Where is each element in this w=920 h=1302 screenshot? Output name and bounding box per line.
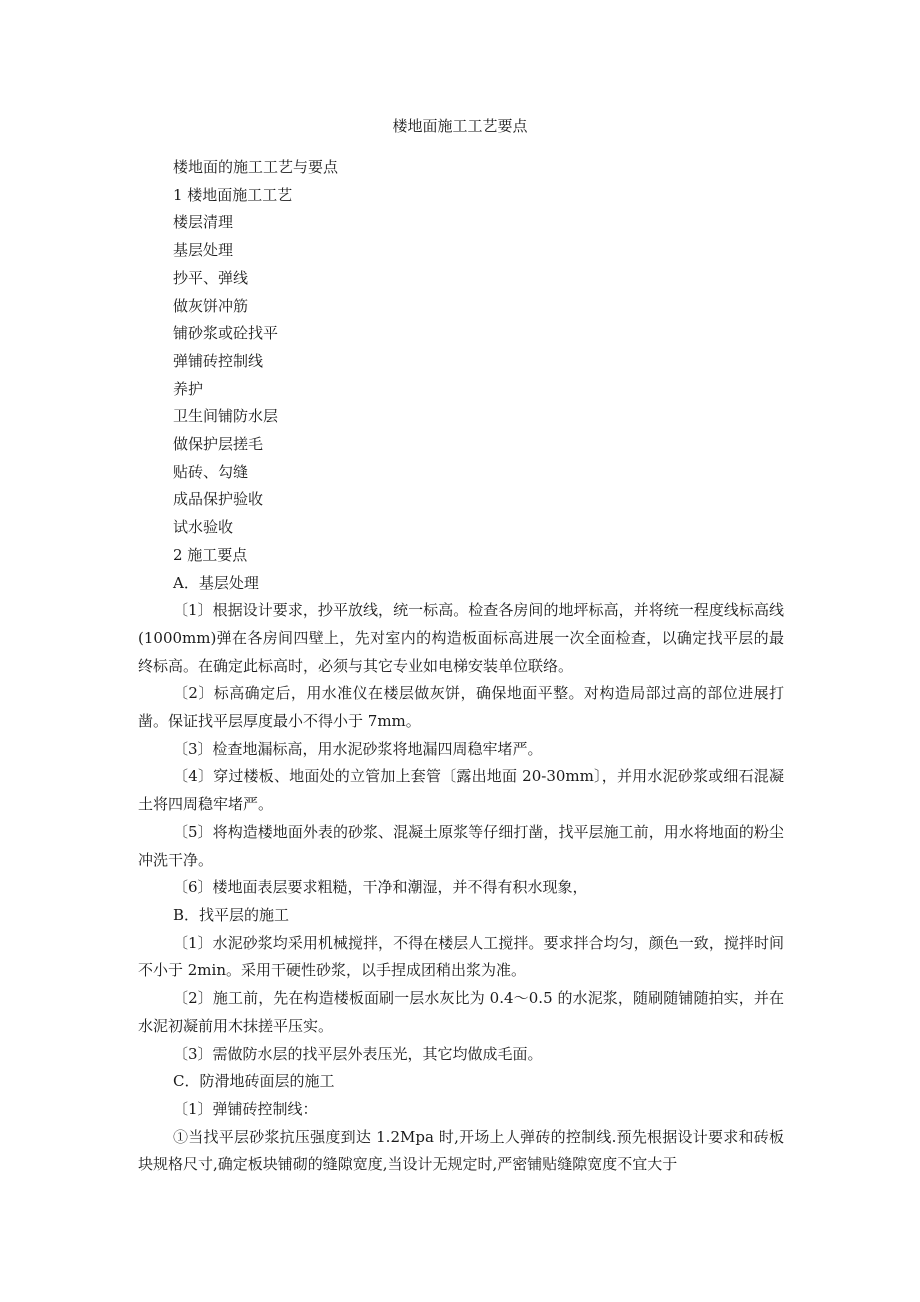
- process-step: 铺砂浆或砼找平: [173, 324, 279, 343]
- paragraph: 〔1〕水泥砂浆均采用机械搅拌，不得在楼层人工搅拌。要求拌合均匀，颜色一致，搅拌时间不小于 2min。采用干硬性砂浆，以手捏成团稍出浆为准。: [138, 933, 784, 980]
- process-step: 弹铺砖控制线: [173, 351, 264, 370]
- process-step: 养护: [173, 379, 204, 398]
- document-title: 楼地面施工工艺要点: [392, 117, 528, 135]
- subsection-heading: A．基层处理: [173, 573, 259, 592]
- paragraph: 〔1〕根据设计要求，抄平放线，统一标高。检查各房间的地坪标高，并将统一程度线标高线(1000mm)弹在各房间四壁上，先对室内的构造板面标高进展一次全面检查，以确定找平层的最终标高。在确定此标高时，必须与其它专业如电梯安装单位联络。: [138, 601, 784, 675]
- process-step: 试水验收: [173, 518, 234, 537]
- process-step: 成品保护验收: [173, 490, 264, 509]
- process-step: 楼层清理: [173, 213, 234, 232]
- process-step: 卫生间铺防水层: [173, 407, 279, 426]
- document-body: [138, 154, 784, 1179]
- subsection-heading: B．找平层的施工: [173, 905, 290, 924]
- paragraph: 〔2〕标高确定后，用水准仪在楼层做灰饼，确保地面平整。对构造局部过高的部位进展打凿。保证找平层厚度最小不得小于 7mm。: [138, 684, 784, 731]
- subsection-heading: C．防滑地砖面层的施工: [173, 1072, 335, 1091]
- paragraph: 〔6〕楼地面表层要求粗糙，干净和潮湿，并不得有积水现象，: [173, 878, 588, 897]
- paragraph: 〔1〕弹铺砖控制线：: [173, 1099, 318, 1118]
- section-heading: 1 楼地面施工工艺: [173, 185, 293, 204]
- process-step: 做灰饼冲筋: [173, 296, 249, 315]
- process-step: 基层处理: [173, 241, 234, 260]
- paragraph: 〔3〕检查地漏标高，用水泥砂浆将地漏四周稳牢堵严。: [173, 739, 543, 758]
- paragraph: 〔5〕将构造楼地面外表的砂浆、混凝土原浆等仔细打凿，找平层施工前，用水将地面的粉尘冲洗干净。: [138, 822, 784, 869]
- paragraph: 〔2〕施工前，先在构造楼板面刷一层水灰比为 0.4～0.5 的水泥浆，随刷随铺随拍实，并在水泥初凝前用木抹搓平压实。: [138, 989, 784, 1035]
- section-heading: 2 施工要点: [173, 545, 248, 564]
- paragraph: 〔4〕穿过楼板、地面处的立管加上套管〔露出地面 20-30mm〕，并用水泥砂浆或细石混凝土将四周稳牢堵严。: [138, 767, 784, 814]
- intro-heading: 楼地面的施工工艺与要点: [173, 158, 339, 176]
- process-step: 做保护层搓毛: [173, 435, 264, 454]
- paragraph: ①当找平层砂浆抗压强度到达 1.2Mpa 时,开场上人弹砖的控制线.预先根据设计要求和砖板块规格尺寸,确定板块铺砌的缝隙宽度,当设计无规定时,严密铺贴缝隙宽度不宜大于: [138, 1127, 784, 1174]
- paragraph: 〔3〕需做防水层的找平层外表压光，其它均做成毛面。: [173, 1044, 543, 1063]
- process-step: 抄平、弹线: [173, 268, 249, 287]
- process-step: 贴砖、勾缝: [173, 462, 249, 481]
